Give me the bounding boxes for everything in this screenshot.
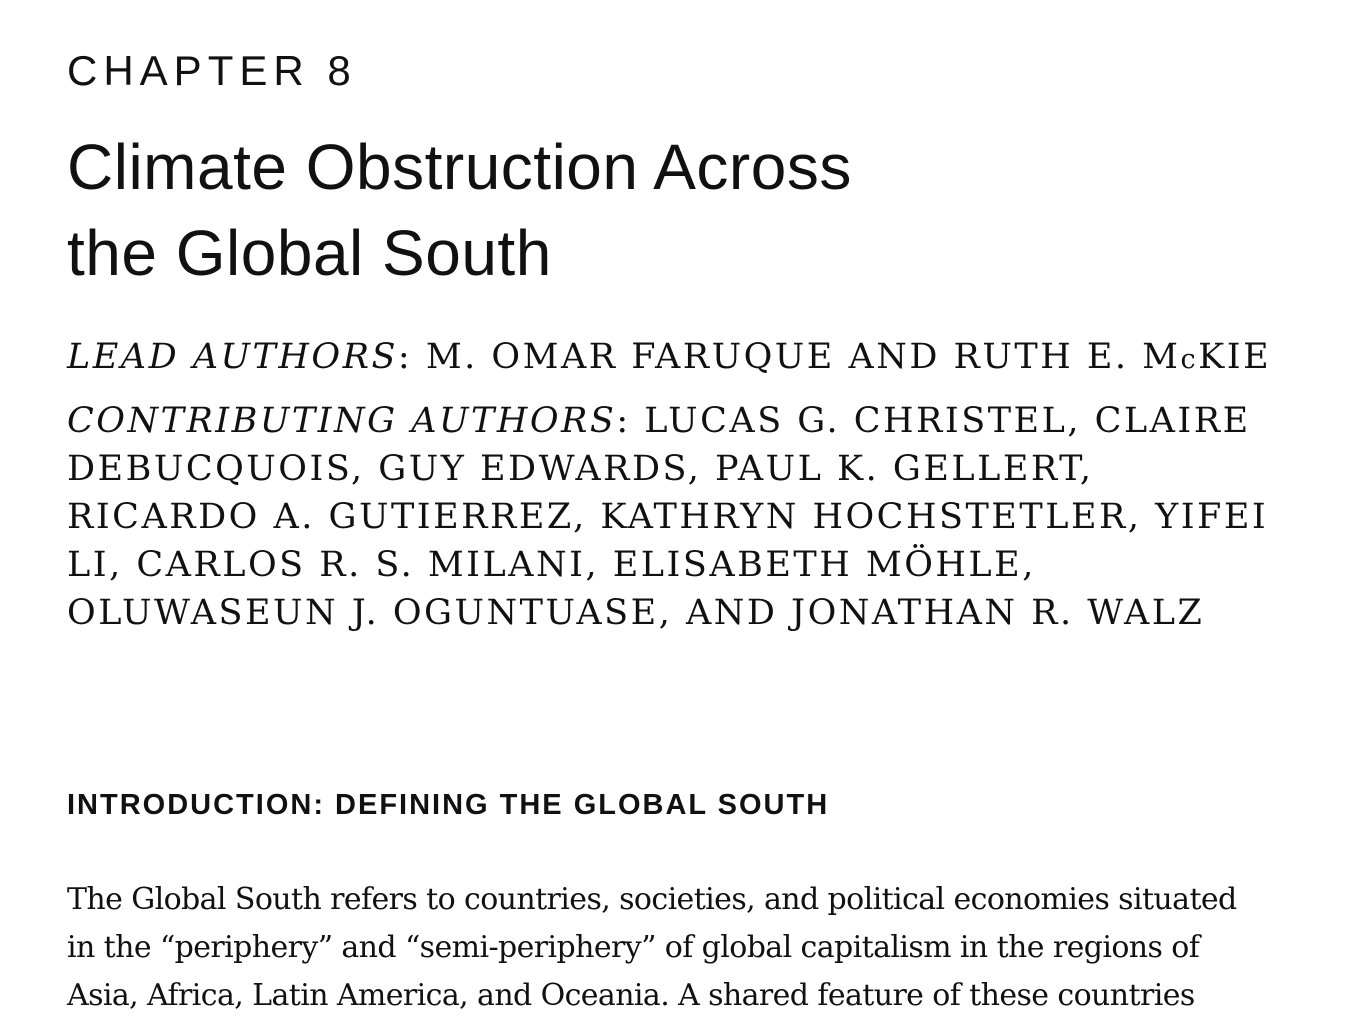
body-paragraph [67,876,1247,1020]
contributing-authors-line: OLUWASEUN J. OGUNTUASE, AND JONATHAN R. WALZ [67,593,1205,633]
contributing-authors-first-line [67,397,1267,445]
lead-authors-names: : M. OMAR FARUQUE AND RUTH E. M [397,337,1181,377]
author-credits [67,334,1272,637]
body-line: The Global South refers to countries, societies, and political economies situated [67,882,1237,917]
lead-authors-names-small: c [1180,344,1199,375]
body-line: Asia, Africa, Latin America, and Oceania. A shared feature of these countries [67,978,1195,1013]
contributing-authors-line: DEBUCQUOIS, GUY EDWARDS, PAUL K. GELLERT, [67,449,1094,489]
contributing-authors-role: CONTRIBUTING AUTHORS [67,401,617,441]
section-heading: INTRODUCTION: DEFINING THE GLOBAL SOUTH [67,789,830,821]
lead-authors-names-end: KIE [1198,337,1272,377]
lead-authors-role: LEAD AUTHORS [67,337,398,377]
lead-authors [67,334,1272,383]
chapter-label: CHAPTER 8 [67,47,357,94]
chapter-title [67,124,852,296]
chapter-title-line: the Global South [67,217,552,289]
chapter-title-line: Climate Obstruction Across [67,131,852,203]
contributing-authors-line: RICARDO A. GUTIERREZ, KATHRYN HOCHSTETLER, YIFEI [67,497,1269,537]
contributing-authors-line: LI, CARLOS R. S. MILANI, ELISABETH MÖHLE, [67,545,1036,585]
contributing-authors-names: : LUCAS G. CHRISTEL, CLAIRE [616,401,1251,441]
contributing-authors [67,397,1267,637]
body-line: in the “periphery” and “semi-periphery” of global capitalism in the regions of [67,930,1200,965]
